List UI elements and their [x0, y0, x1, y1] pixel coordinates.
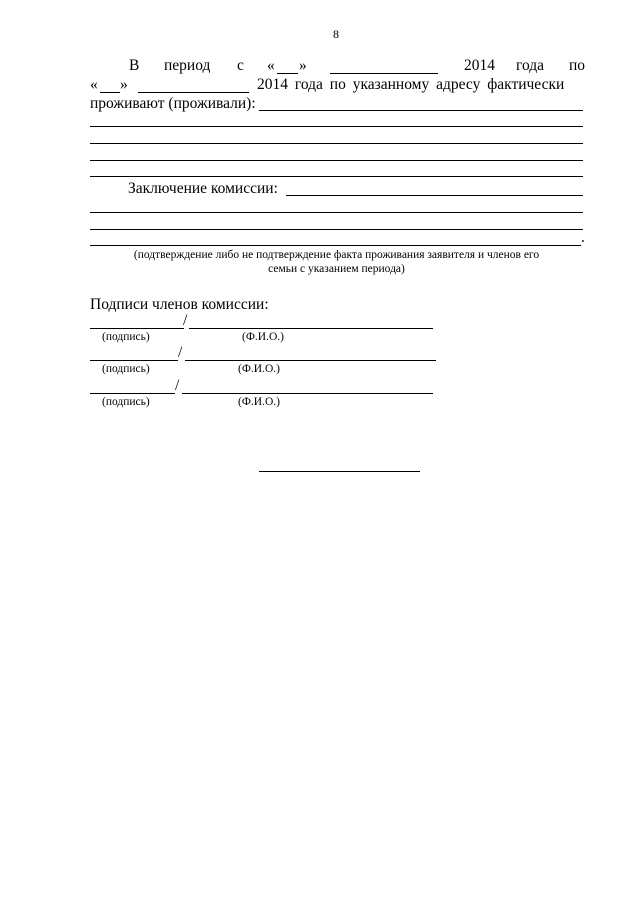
- residents-blank-4: [90, 160, 583, 161]
- conclusion-blank-3: [90, 229, 583, 230]
- fio-caption-3: (Ф.И.О.): [238, 396, 280, 408]
- residents-label: проживают (проживали):: [90, 95, 256, 112]
- fio-blank-3: [182, 393, 433, 394]
- conclusion-period-mark: .: [581, 229, 585, 246]
- residents-blank-1: [259, 110, 583, 111]
- word-goda-1: года: [516, 57, 545, 74]
- quote-close-1: »: [299, 57, 307, 74]
- commission-conclusion-label: Заключение комиссии:: [128, 180, 278, 197]
- day-blank-1: [277, 73, 298, 74]
- conclusion-blank-1: [286, 195, 583, 196]
- word-s: с: [237, 57, 244, 74]
- residents-blank-2: [90, 126, 583, 127]
- signature-blank-2: [90, 360, 178, 361]
- signature-separator-1: /: [183, 312, 188, 329]
- signature-caption-2: (подпись): [102, 363, 150, 375]
- word-po: по: [569, 57, 586, 74]
- conclusion-blank-2: [90, 212, 583, 213]
- quote-close-2: »: [120, 76, 128, 93]
- fio-blank-1: [189, 328, 433, 329]
- page-number: 8: [333, 27, 339, 41]
- signature-separator-2: /: [178, 344, 183, 361]
- fio-blank-2: [185, 360, 436, 361]
- quote-open-1: «: [267, 57, 275, 74]
- day-blank-2: [100, 92, 120, 93]
- conclusion-note-line-2: семьи с указанием периода): [268, 263, 405, 275]
- signature-blank-1: [90, 328, 184, 329]
- signatures-title: Подписи членов комиссии:: [90, 296, 269, 313]
- month-blank-2: [138, 92, 249, 93]
- quote-open-2: «: [90, 76, 98, 93]
- signature-caption-3: (подпись): [102, 396, 150, 408]
- fio-caption-2: (Ф.И.О.): [238, 363, 280, 375]
- closing-rule: [259, 471, 420, 472]
- residents-blank-3: [90, 143, 583, 144]
- month-blank-1: [330, 73, 438, 74]
- signature-blank-3: [90, 393, 175, 394]
- signature-separator-3: /: [175, 377, 180, 394]
- year-1: 2014: [464, 57, 495, 74]
- second-line-text: 2014 года по указанному адресу фактически: [257, 76, 565, 93]
- word-period: период: [164, 57, 211, 74]
- fio-caption-1: (Ф.И.О.): [242, 331, 284, 343]
- residents-blank-5: [90, 176, 583, 177]
- conclusion-blank-4: [90, 245, 581, 246]
- signature-caption-1: (подпись): [102, 331, 150, 343]
- conclusion-note-line-1: (подтверждение либо не подтверждение факта проживания заявителя и членов его: [133, 249, 540, 261]
- word-v: В: [129, 57, 140, 74]
